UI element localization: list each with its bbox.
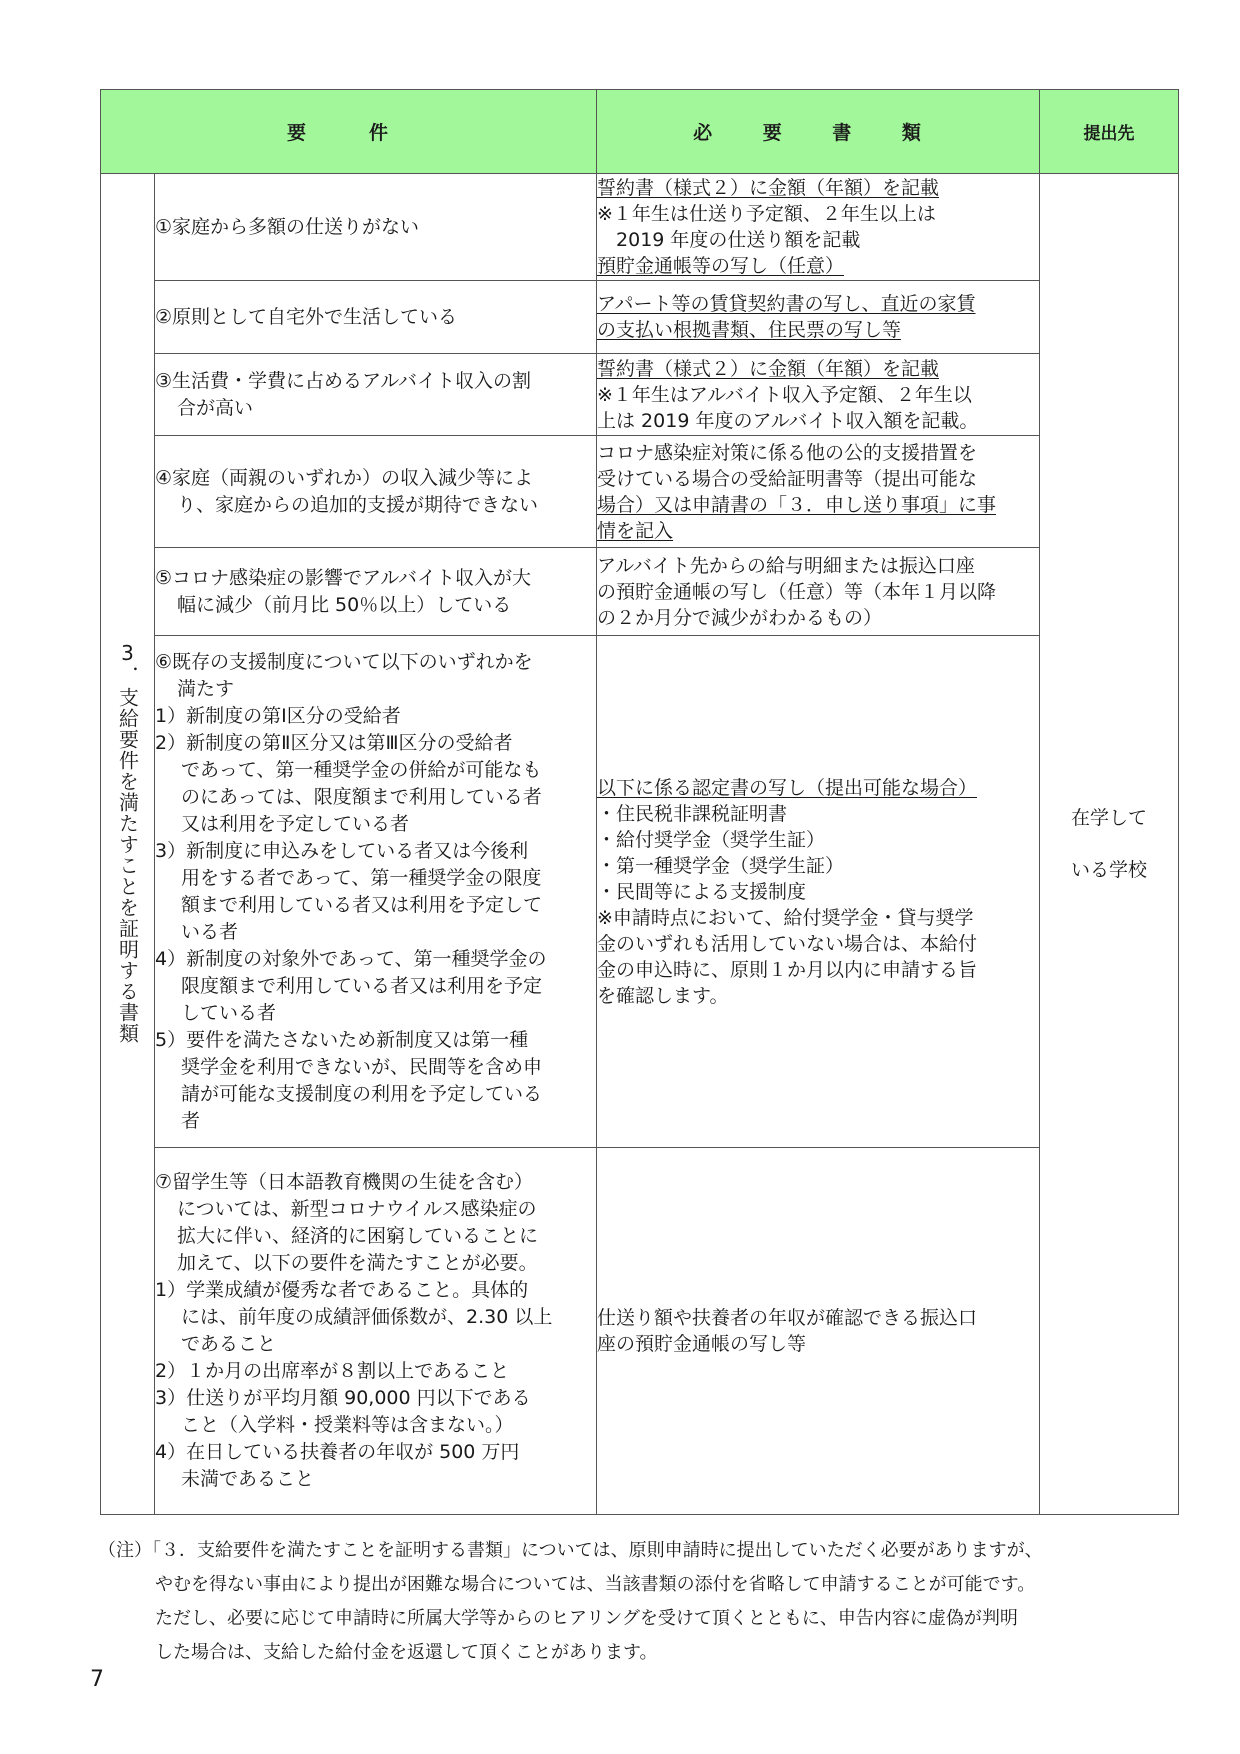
table-header-row bbox=[101, 90, 1179, 174]
document-text: ※１年生は仕送り予定額、２年生以上は bbox=[597, 203, 936, 225]
document-text: ※申請時点において、給付奨学金・貸与奨学 bbox=[597, 906, 974, 929]
header-submit-to: 提出先 bbox=[1040, 90, 1179, 174]
footnote-line: した場合は、支給した給付金を返還して頂くことがあります。 bbox=[155, 1642, 658, 1663]
condition-text: 又は利用を予定している者 bbox=[181, 812, 410, 835]
header-documents: 必 要 書 類 bbox=[597, 90, 1040, 174]
document-text: 以下に係る認定書の写し（提出可能な場合） bbox=[597, 776, 978, 799]
documents-cell bbox=[597, 548, 1040, 636]
condition-text: については、新型コロナウイルス感染症の bbox=[177, 1198, 537, 1220]
condition-cell bbox=[155, 174, 597, 281]
footnote bbox=[98, 1534, 1178, 1670]
condition-text: 加えて、以下の要件を満たすことが必要。 bbox=[177, 1252, 538, 1274]
condition-text: であって、第一種奨学金の併給が可能なも bbox=[181, 758, 542, 781]
footnote-line: やむを得ない事由により提出が困難な場合については、当該書類の添付を省略して申請することが可能です。 bbox=[155, 1574, 1036, 1595]
condition-text: ③生活費・学費に占めるアルバイト収入の割 bbox=[155, 369, 531, 392]
document-text: 情を記入 bbox=[597, 519, 674, 542]
document-text: ※１年生はアルバイト収入予定額、２年生以 bbox=[597, 383, 972, 406]
condition-cell bbox=[155, 281, 597, 354]
documents-cell bbox=[597, 174, 1040, 281]
document-text: ・住民税非課税証明書 bbox=[597, 802, 788, 825]
condition-text: 2）新制度の第Ⅱ区分又は第Ⅲ区分の受給者 bbox=[155, 731, 513, 754]
table-row bbox=[101, 354, 1179, 436]
condition-text: ①家庭から多額の仕送りがない bbox=[155, 215, 420, 238]
condition-text: のにあっては、限度額まで利用している者 bbox=[181, 785, 542, 808]
document-text: アパート等の賃貸契約書の写し、直近の家賃 bbox=[597, 293, 976, 315]
table-row bbox=[101, 436, 1179, 548]
documents-cell bbox=[597, 354, 1040, 436]
table-row bbox=[101, 548, 1179, 636]
document-text: アルバイト先からの給与明細または振込口座 bbox=[597, 554, 975, 577]
condition-text: 者 bbox=[181, 1109, 201, 1132]
condition-text: こと（入学料・授業料等は含まない。） bbox=[181, 1414, 514, 1436]
table-row bbox=[101, 281, 1179, 354]
document-text: 2019 年度の仕送り額を記載 bbox=[597, 229, 861, 251]
submit-destination-cell bbox=[1040, 174, 1179, 1515]
submit-destination-text: 在学して bbox=[1071, 807, 1148, 829]
requirements-table bbox=[100, 89, 1179, 1515]
footnote-line: ただし、必要に応じて申請時に所属大学等からのヒアリングを受けて頂くとともに、申告内容に虚偽が判明 bbox=[155, 1608, 1018, 1629]
condition-text: 1）学業成績が優秀な者であること。具体的 bbox=[155, 1279, 529, 1301]
documents-cell bbox=[597, 1148, 1040, 1515]
document-text: ・民間等による支援制度 bbox=[597, 880, 807, 903]
condition-text: 4）在日している扶養者の年収が 500 万円 bbox=[155, 1441, 520, 1463]
document-text: コロナ感染症対策に係る他の公的支援措置を bbox=[597, 441, 978, 464]
condition-text: 未満であること bbox=[181, 1468, 315, 1490]
condition-text: 合が高い bbox=[177, 396, 254, 419]
submit-destination-text: いる学校 bbox=[1071, 859, 1148, 881]
document-text: 誓約書（様式２）に金額（年額）を記載 bbox=[597, 177, 940, 199]
document-text: の支払い根拠書類、住民票の写し等 bbox=[597, 319, 902, 341]
condition-text: 5）要件を満たさないため新制度又は第一種 bbox=[155, 1028, 529, 1051]
document-text: 金の申込時に、原則１か月以内に申請する旨 bbox=[597, 958, 978, 981]
condition-text: 4）新制度の対象外であって、第一種奨学金の bbox=[155, 947, 547, 970]
table-row bbox=[101, 636, 1179, 1148]
condition-text: ④家庭（両親のいずれか）の収入減少等によ bbox=[155, 466, 534, 489]
table-row bbox=[101, 174, 1179, 281]
condition-cell bbox=[155, 548, 597, 636]
page-number: 7 bbox=[90, 1667, 104, 1692]
condition-text: であること bbox=[181, 1333, 277, 1355]
condition-text: 3）新制度に申込みをしている者又は今後利 bbox=[155, 839, 529, 862]
footnote-line: （注）「３．支給要件を満たすことを証明する書類」については、原則申請時に提出していただく必要がありますが、 bbox=[98, 1540, 1043, 1561]
condition-text: 奨学金を利用できないが、民間等を含め申 bbox=[181, 1055, 543, 1078]
document-text: の２か月分で減少がわかるもの） bbox=[597, 606, 883, 629]
document-text: 預貯金通帳等の写し（任意） bbox=[597, 255, 845, 277]
condition-text: いる者 bbox=[181, 920, 239, 943]
condition-text: ⑥既存の支援制度について以下のいずれかを bbox=[155, 650, 533, 673]
section-label: 3．支給要件を満たすことを証明する書類 bbox=[115, 640, 140, 1044]
condition-text: 限度額まで利用している者又は利用を予定 bbox=[181, 974, 543, 997]
document-text: 座の預貯金通帳の写し等 bbox=[597, 1333, 807, 1355]
condition-text: 2）１か月の出席率が８割以上であること bbox=[155, 1360, 510, 1382]
condition-cell bbox=[155, 1148, 597, 1515]
table-row bbox=[101, 1148, 1179, 1515]
condition-text: 満たす bbox=[177, 677, 235, 700]
document-text: 金のいずれも活用していない場合は、本給付 bbox=[597, 932, 978, 955]
condition-text: 用をする者であって、第一種奨学金の限度 bbox=[181, 866, 542, 889]
document-text: 上は 2019 年度のアルバイト収入額を記載。 bbox=[597, 409, 979, 432]
document-text: 誓約書（様式２）に金額（年額）を記載 bbox=[597, 357, 940, 380]
section-label-cell bbox=[101, 174, 155, 1515]
document-text: 仕送り額や扶養者の年収が確認できる振込口 bbox=[597, 1307, 978, 1329]
condition-text: り、家庭からの追加的支援が期待できない bbox=[177, 493, 539, 516]
condition-text: ⑦留学生等（日本語教育機関の生徒を含む） bbox=[155, 1171, 534, 1193]
condition-text: 1）新制度の第Ⅰ区分の受給者 bbox=[155, 704, 401, 727]
document-text: を確認します。 bbox=[597, 984, 729, 1007]
condition-cell bbox=[155, 636, 597, 1148]
condition-text: 請が可能な支援制度の利用を予定している bbox=[181, 1082, 543, 1105]
document-text: ・給付奨学金（奨学生証） bbox=[597, 828, 826, 851]
documents-cell bbox=[597, 436, 1040, 548]
document-text: 場合）又は申請書の「３．申し送り事項」に事 bbox=[597, 493, 997, 516]
documents-cell bbox=[597, 281, 1040, 354]
condition-cell bbox=[155, 354, 597, 436]
condition-text: 幅に減少（前月比 50％以上）している bbox=[177, 593, 512, 616]
header-requirement: 要 件 bbox=[101, 90, 597, 174]
document-text: の預貯金通帳の写し（任意）等（本年１月以降 bbox=[597, 580, 997, 603]
condition-text: 3）仕送りが平均月額 90,000 円以下である bbox=[155, 1387, 531, 1409]
documents-cell bbox=[597, 636, 1040, 1148]
condition-text: ②原則として自宅外で生活している bbox=[155, 305, 458, 328]
document-text: ・第一種奨学金（奨学生証） bbox=[597, 854, 845, 877]
condition-text: 額まで利用している者又は利用を予定して bbox=[181, 893, 543, 916]
condition-text: には、前年度の成績評価係数が、2.30 以上 bbox=[181, 1306, 553, 1328]
condition-text: 拡大に伴い、経済的に困窮していることに bbox=[177, 1225, 539, 1247]
document-text: 受けている場合の受給証明書等（提出可能な bbox=[597, 467, 978, 490]
condition-cell bbox=[155, 436, 597, 548]
condition-text: ⑤コロナ感染症の影響でアルバイト収入が大 bbox=[155, 566, 531, 589]
condition-text: している者 bbox=[181, 1001, 277, 1024]
